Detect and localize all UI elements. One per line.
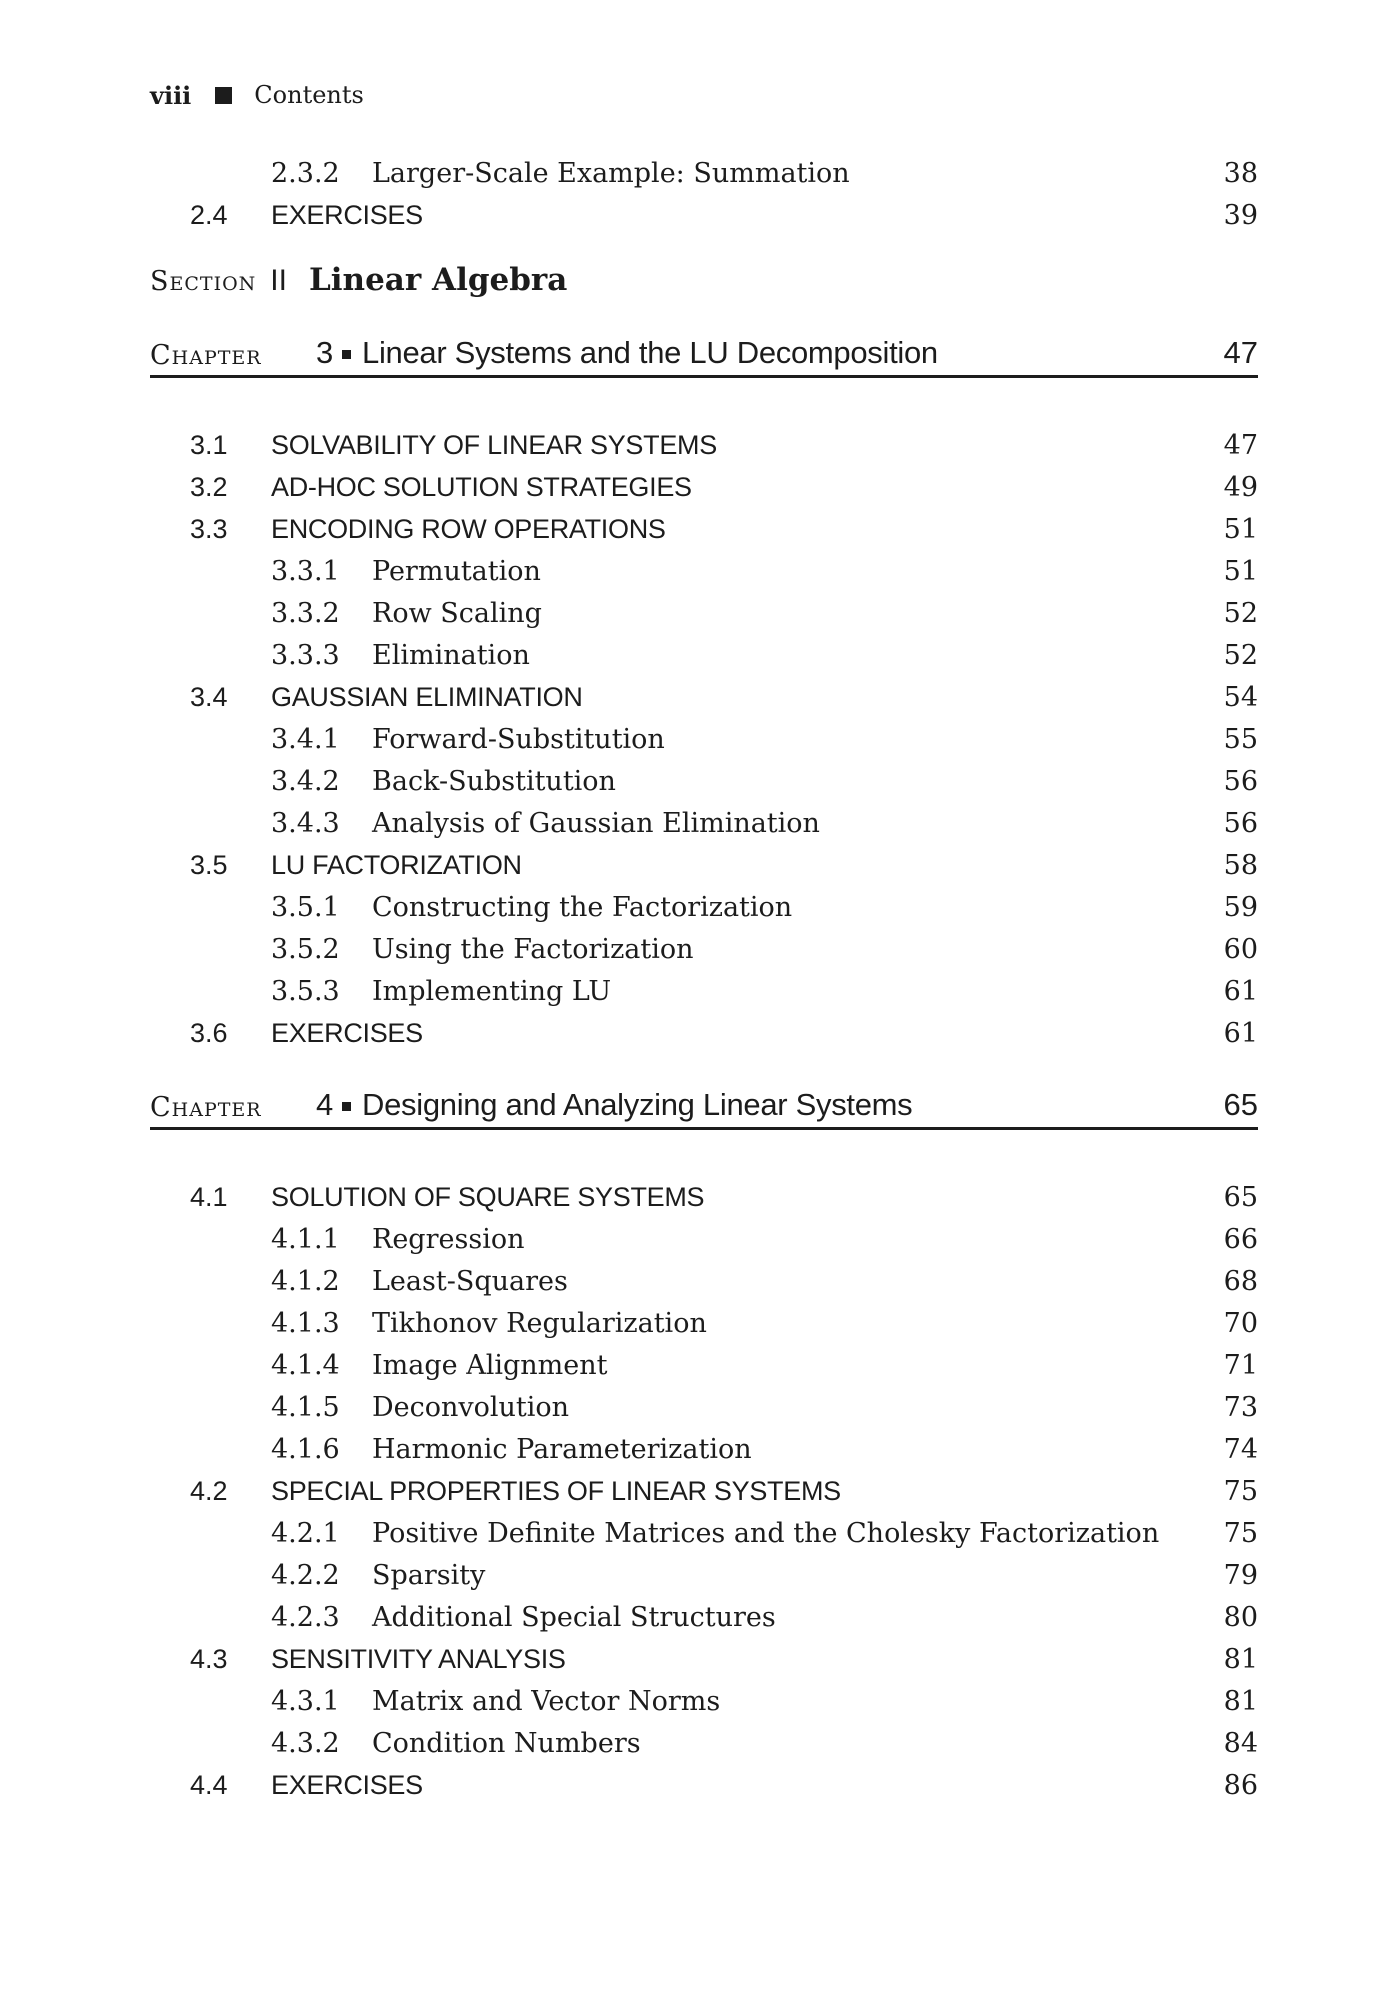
entry-page: 54 [1223,681,1258,713]
header-title: Contents [254,81,364,109]
entry-page: 75 [1223,1517,1258,1549]
entry-page: 71 [1223,1349,1258,1381]
entry-title: Larger-Scale Example: Summation [372,157,850,189]
chapter-title: Designing and Analyzing Linear Systems [362,1087,913,1122]
entry-page: 79 [1223,1559,1258,1591]
entry-title: EXERCISES [271,199,423,230]
entry-page: 74 [1223,1433,1258,1465]
entry-page: 60 [1223,933,1258,965]
entry-page: 47 [1223,429,1258,461]
chapter-number: 3 [316,335,334,370]
entry-number: 4.1.3 [271,1307,340,1339]
entry-title: Row Scaling [372,597,542,629]
chapter-word: Chapter [150,340,262,371]
chapter-3-heading [150,330,1258,378]
toc-entry-3-3-3 [0,634,1393,676]
entry-title: Analysis of Gaussian Elimination [372,807,820,839]
entry-page: 55 [1223,723,1258,755]
chapter-page: 47 [1223,335,1258,370]
entry-title: Using the Factorization [372,933,694,965]
entry-page: 56 [1223,807,1258,839]
entry-number: 3.3.3 [271,639,340,671]
entry-number: 3.5.1 [271,891,340,923]
entry-page: 80 [1223,1601,1258,1633]
entry-page: 61 [1223,1017,1258,1049]
entry-number: 2.3.2 [271,157,340,189]
entry-number: 3.3.1 [271,555,340,587]
toc-entry-3-5-3 [0,970,1393,1012]
entry-title: Deconvolution [372,1391,570,1423]
entry-title: Additional Special Structures [372,1601,776,1633]
chapter-number: 4 [316,1087,334,1122]
header-page-number: viii [150,80,192,110]
toc-entry-4-2-2 [0,1554,1393,1596]
entry-number: 4.2 [190,1475,228,1506]
entry-number: 3.4.1 [271,723,340,755]
entry-page: 81 [1223,1643,1258,1675]
toc-entry-4-2 [0,1470,1393,1512]
entry-page: 70 [1223,1307,1258,1339]
toc-entry-4-1-1 [0,1218,1393,1260]
entry-number: 3.5.2 [271,933,340,965]
toc-entry-4-2-1 [0,1512,1393,1554]
entry-title: Tikhonov Regularization [372,1307,707,1339]
entry-number: 3.4.3 [271,807,340,839]
entry-number: 4.3.1 [271,1685,340,1717]
entry-page: 61 [1223,975,1258,1007]
entry-title: Positive Definite Matrices and the Cholesky Factorization [372,1517,1160,1549]
toc-entry-4-3-2 [0,1722,1393,1764]
part-word: Section [150,266,257,297]
entry-title: SOLUTION OF SQUARE SYSTEMS [271,1181,705,1212]
toc-entry-4-1-6 [0,1428,1393,1470]
toc-entry-4-3-1 [0,1680,1393,1722]
entry-title: Matrix and Vector Norms [372,1685,721,1717]
toc-entry-2-4 [0,194,1393,236]
entry-number: 4.2.3 [271,1601,340,1633]
entry-page: 73 [1223,1391,1258,1423]
toc-entry-3-1 [0,424,1393,466]
entry-number: 3.4.2 [271,765,340,797]
toc-entry-4-1-3 [0,1302,1393,1344]
toc-entry-3-4-1 [0,718,1393,760]
entry-page: 75 [1223,1475,1258,1507]
part-title: Linear Algebra [308,262,568,298]
toc-entry-3-3-1 [0,550,1393,592]
toc-entry-4-1 [0,1176,1393,1218]
toc-entry-4-1-4 [0,1344,1393,1386]
entry-title: Harmonic Parameterization [372,1433,752,1465]
entry-number: 4.1.2 [271,1265,340,1297]
entry-title: SOLVABILITY OF LINEAR SYSTEMS [271,429,717,460]
entry-title: Image Alignment [372,1349,608,1381]
entry-page: 81 [1223,1685,1258,1717]
toc-entry-4-1-5 [0,1386,1393,1428]
entry-number: 4.1.5 [271,1391,340,1423]
toc-entry-4-2-3 [0,1596,1393,1638]
header-square-icon [215,87,232,104]
toc-entry-3-3-2 [0,592,1393,634]
toc-entry-3-4 [0,676,1393,718]
entry-number: 4.3 [190,1643,228,1674]
entry-number: 4.1.6 [271,1433,340,1465]
entry-page: 66 [1223,1223,1258,1255]
entry-page: 51 [1223,513,1258,545]
entry-number: 4.3.2 [271,1727,340,1759]
part-numeral: II [270,264,287,297]
entry-title: Condition Numbers [372,1727,641,1759]
entry-title: Forward-Substitution [372,723,665,755]
entry-number: 4.4 [190,1769,228,1800]
entry-page: 58 [1223,849,1258,881]
entry-page: 86 [1223,1769,1258,1801]
entry-page: 84 [1223,1727,1258,1759]
entry-title: Implementing LU [372,975,612,1007]
entry-number: 3.4 [190,681,228,712]
chapter-bullet-icon [342,1102,351,1111]
chapter-page: 65 [1223,1087,1258,1122]
entry-number: 3.3.2 [271,597,340,629]
entry-title: SENSITIVITY ANALYSIS [271,1643,566,1674]
entry-title: ENCODING ROW OPERATIONS [271,513,666,544]
entry-number: 4.1 [190,1181,228,1212]
entry-number: 4.2.1 [271,1517,340,1549]
chapter-title: Linear Systems and the LU Decomposition [362,335,938,370]
toc-entry-4-4 [0,1764,1393,1806]
entry-page: 56 [1223,765,1258,797]
entry-page: 65 [1223,1181,1258,1213]
running-header [150,78,364,112]
part-heading [150,262,567,302]
entry-page: 39 [1223,199,1258,231]
entry-page: 59 [1223,891,1258,923]
entry-title: EXERCISES [271,1769,423,1800]
chapter-4-heading [150,1082,1258,1130]
entry-number: 4.2.2 [271,1559,340,1591]
entry-title: Back-Substitution [372,765,616,797]
toc-entry-4-1-2 [0,1260,1393,1302]
entry-title: GAUSSIAN ELIMINATION [271,681,583,712]
toc-entry-3-4-2 [0,760,1393,802]
entry-title: AD-HOC SOLUTION STRATEGIES [271,471,692,502]
entry-page: 68 [1223,1265,1258,1297]
entry-page: 52 [1223,639,1258,671]
toc-entry-3-3 [0,508,1393,550]
chapter-word: Chapter [150,1092,262,1123]
entry-page: 38 [1223,157,1258,189]
entry-title: LU FACTORIZATION [271,849,522,880]
entry-title: EXERCISES [271,1017,423,1048]
toc-entry-2-3-2 [0,152,1393,194]
toc-entry-4-3 [0,1638,1393,1680]
entry-number: 3.2 [190,471,228,502]
entry-number: 3.3 [190,513,228,544]
toc-entry-3-5-1 [0,886,1393,928]
entry-page: 52 [1223,597,1258,629]
entry-title: Elimination [372,639,530,671]
entry-number: 3.6 [190,1017,228,1048]
toc-entry-3-2 [0,466,1393,508]
entry-number: 3.5 [190,849,228,880]
entry-number: 3.1 [190,429,228,460]
entry-number: 4.1.1 [271,1223,340,1255]
chapter-bullet-icon [342,350,351,359]
entry-title: Sparsity [372,1559,486,1591]
entry-page: 51 [1223,555,1258,587]
entry-number: 2.4 [190,199,228,230]
toc-entry-3-4-3 [0,802,1393,844]
entry-page: 49 [1223,471,1258,503]
entry-number: 3.5.3 [271,975,340,1007]
entry-title: Permutation [372,555,541,587]
entry-title: SPECIAL PROPERTIES OF LINEAR SYSTEMS [271,1475,841,1506]
toc-entry-3-5-2 [0,928,1393,970]
toc-entry-3-6 [0,1012,1393,1054]
entry-title: Least-Squares [372,1265,568,1297]
entry-number: 4.1.4 [271,1349,340,1381]
toc-entry-3-5 [0,844,1393,886]
entry-title: Regression [372,1223,525,1255]
entry-title: Constructing the Factorization [372,891,793,923]
